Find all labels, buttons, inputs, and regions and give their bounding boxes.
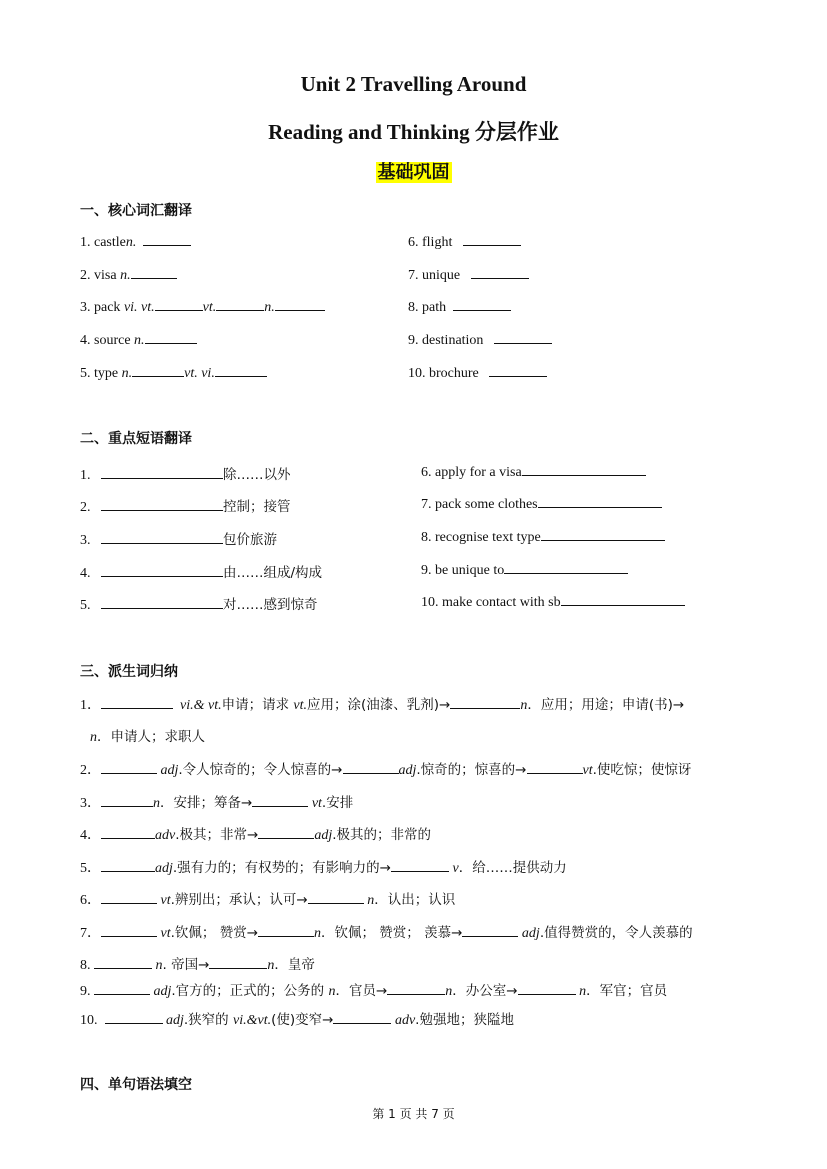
answer-blank[interactable]: [527, 761, 583, 774]
answer-blank[interactable]: [101, 761, 157, 774]
answer-blank[interactable]: [561, 593, 685, 606]
phrase-item-2: 2. 控制；接管: [80, 499, 291, 515]
derivative-item-7: 7． vt.钦佩； 赞赏→ n．钦佩； 赞赏； 羡慕→ adj.值得赞赏的，令人羡慕的: [80, 925, 693, 941]
answer-blank[interactable]: [252, 794, 308, 807]
section-heading-derivatives: 三、派生词归纳: [80, 664, 178, 680]
level-label: 基础巩固: [377, 162, 450, 183]
answer-blank[interactable]: [131, 266, 177, 279]
answer-blank[interactable]: [258, 826, 314, 839]
answer-blank[interactable]: [101, 794, 153, 807]
answer-blank[interactable]: [471, 266, 529, 279]
answer-blank[interactable]: [308, 891, 364, 904]
phrase-item-3: 3. 包价旅游: [80, 532, 277, 548]
answer-blank[interactable]: [132, 364, 184, 377]
phrase-item-8: 8. recognise text type: [421, 528, 665, 546]
answer-blank[interactable]: [101, 466, 223, 479]
vocab-item-9: 9. destination: [408, 331, 552, 349]
phrase-item-4: 4. 由……组成/构成: [80, 565, 323, 581]
derivative-item-1-cont: n．申请人；求职人: [90, 729, 205, 745]
answer-blank[interactable]: [494, 331, 552, 344]
phrase-item-9: 9. be unique to: [421, 561, 628, 579]
answer-blank[interactable]: [101, 498, 223, 511]
vocab-item-8: 8. path: [408, 298, 511, 316]
vocab-item-6: 6. flight: [408, 233, 521, 251]
answer-blank[interactable]: [463, 233, 521, 246]
vocab-item-1: 1. castlen.: [80, 233, 191, 251]
phrase-item-5: 5. 对……感到惊奇: [80, 597, 318, 613]
phrase-item-6: 6. apply for a visa: [421, 463, 646, 481]
answer-blank[interactable]: [94, 956, 152, 969]
section-heading-phrases: 二、重点短语翻译: [80, 431, 192, 447]
answer-blank[interactable]: [101, 859, 155, 872]
derivative-item-9: 9. adj.官方的；正式的；公务的 n．官员→ n．办公室→ n．军官；官员: [80, 983, 668, 999]
answer-blank[interactable]: [155, 298, 203, 311]
answer-blank[interactable]: [105, 1011, 163, 1024]
answer-blank[interactable]: [387, 982, 445, 995]
answer-blank[interactable]: [518, 982, 576, 995]
answer-blank[interactable]: [94, 982, 150, 995]
derivative-item-8: 8. n. 帝国→ n．皇帝: [80, 957, 315, 973]
page-subtitle: Reading and Thinking 分层作业: [268, 120, 559, 144]
answer-blank[interactable]: [101, 596, 223, 609]
section-heading-grammar: 四、单句语法填空: [80, 1077, 192, 1093]
phrase-item-10: 10. make contact with sb: [421, 593, 685, 611]
answer-blank[interactable]: [538, 495, 662, 508]
page-number: 第 1 页 共 7 页: [372, 1107, 455, 1121]
answer-blank[interactable]: [101, 924, 157, 937]
answer-blank[interactable]: [333, 1011, 391, 1024]
derivative-item-2: 2． adj.令人惊奇的；令人惊喜的→ adj.惊奇的；惊喜的→ vt.使吃惊；使惊讶: [80, 762, 692, 778]
page-title: Unit 2 Travelling Around: [300, 72, 527, 96]
answer-blank[interactable]: [145, 331, 197, 344]
vocab-item-10: 10. brochure: [408, 364, 547, 382]
answer-blank[interactable]: [391, 859, 449, 872]
answer-blank[interactable]: [101, 696, 173, 709]
answer-blank[interactable]: [209, 956, 267, 969]
vocab-item-5: 5. type n. vt. vi.: [80, 364, 267, 382]
derivative-item-10: 10. adj.狭窄的 vi.&vt.(使)变窄→ adv.勉强地；狭隘地: [80, 1012, 514, 1028]
derivative-item-6: 6． vt.辨别出；承认；认可→ n．认出；认识: [80, 892, 456, 908]
answer-blank[interactable]: [462, 924, 518, 937]
vocab-item-2: 2. visa n.: [80, 266, 177, 284]
level-label-wrap: [0, 158, 827, 184]
answer-blank[interactable]: [101, 564, 223, 577]
derivative-item-1: 1． vi.& vt.申请；请求 vt.应用；涂(油漆、乳剂)→ n．应用；用途；申请(书)→: [80, 697, 685, 713]
answer-blank[interactable]: [522, 463, 646, 476]
answer-blank[interactable]: [101, 826, 155, 839]
derivative-item-5: 5． adj.强有力的；有权势的；有影响力的→ v．给……提供动力: [80, 860, 567, 876]
section-heading-vocab: 一、核心词汇翻译: [80, 203, 192, 219]
vocab-item-3: 3. pack vi. vt. vt. n.: [80, 298, 325, 316]
answer-blank[interactable]: [215, 364, 267, 377]
answer-blank[interactable]: [541, 528, 665, 541]
answer-blank[interactable]: [101, 891, 157, 904]
answer-blank[interactable]: [101, 531, 223, 544]
derivative-item-3: 3． n．安排；筹备→ vt.安排: [80, 795, 354, 811]
answer-blank[interactable]: [258, 924, 314, 937]
vocab-item-4: 4. source n.: [80, 331, 197, 349]
vocab-item-7: 7. unique: [408, 266, 529, 284]
derivative-item-4: 4． adv.极其；非常→ adj.极其的；非常的: [80, 827, 432, 843]
answer-blank[interactable]: [450, 696, 520, 709]
phrase-item-7: 7. pack some clothes: [421, 495, 662, 513]
phrase-item-1: 1. 除……以外: [80, 467, 291, 483]
answer-blank[interactable]: [216, 298, 264, 311]
answer-blank[interactable]: [504, 561, 628, 574]
answer-blank[interactable]: [489, 364, 547, 377]
answer-blank[interactable]: [143, 233, 191, 246]
answer-blank[interactable]: [453, 298, 511, 311]
answer-blank[interactable]: [275, 298, 325, 311]
answer-blank[interactable]: [343, 761, 399, 774]
